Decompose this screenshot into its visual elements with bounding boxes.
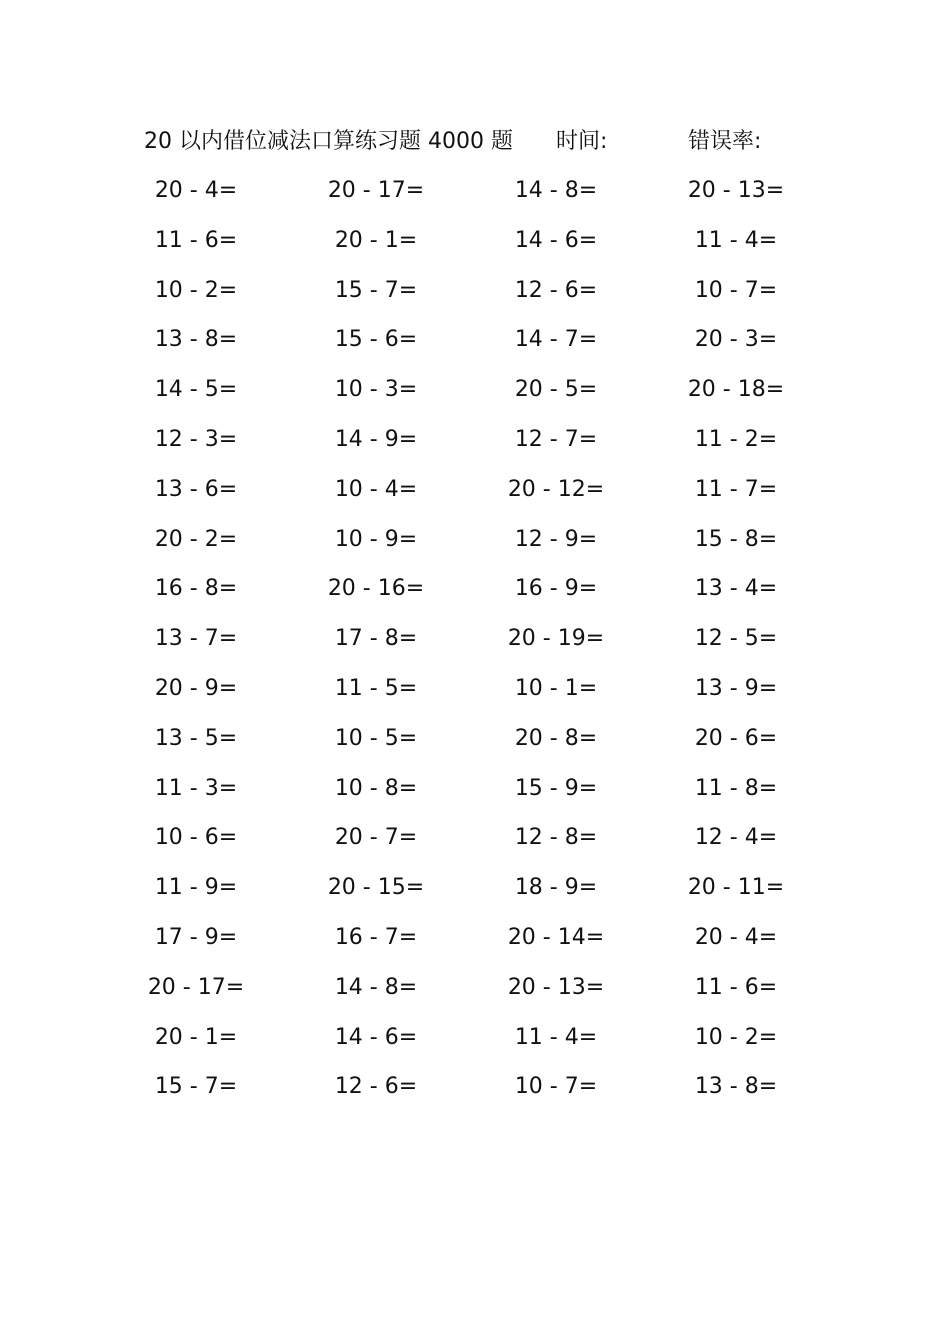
problem-item: 20 - 16= (327, 576, 425, 602)
problem-item: 20 - 9= (154, 675, 238, 701)
problem-item: 13 - 6= (154, 476, 238, 502)
problem-item: 12 - 7= (514, 426, 598, 452)
problem-item: 20 - 4= (694, 924, 778, 950)
problem-item: 16 - 7= (334, 924, 418, 950)
problem-item: 10 - 9= (334, 526, 418, 552)
problem-item: 13 - 5= (154, 725, 238, 751)
problem-item: 10 - 1= (514, 675, 598, 701)
problem-item: 15 - 6= (334, 327, 418, 353)
problem-item: 10 - 6= (154, 825, 238, 851)
problem-item: 20 - 13= (507, 974, 605, 1000)
problem-item: 20 - 13= (687, 178, 785, 203)
problem-item: 20 - 5= (514, 377, 598, 403)
problem-item: 14 - 7= (514, 327, 598, 353)
problem-item: 12 - 4= (694, 825, 778, 851)
problem-item: 10 - 2= (154, 277, 238, 303)
problem-item: 16 - 8= (154, 576, 238, 602)
problem-item: 10 - 3= (334, 377, 418, 403)
problem-item: 10 - 4= (334, 476, 418, 502)
error-rate-label: 错误率: (688, 129, 762, 154)
problem-item: 15 - 7= (154, 1074, 238, 1100)
problem-item: 20 - 11= (687, 875, 785, 901)
problem-item: 13 - 9= (694, 675, 778, 701)
problem-item: 20 - 14= (507, 924, 605, 950)
problem-item: 15 - 8= (694, 526, 778, 552)
problem-item: 20 - 4= (154, 178, 238, 203)
problem-item: 11 - 4= (694, 227, 778, 253)
problem-item: 20 - 15= (327, 875, 425, 901)
problem-item: 12 - 8= (514, 825, 598, 851)
problem-item: 13 - 8= (694, 1074, 778, 1100)
problem-item: 15 - 9= (514, 775, 598, 801)
problem-item: 15 - 7= (334, 277, 418, 303)
problem-item: 17 - 9= (154, 924, 238, 950)
problem-item: 14 - 5= (154, 377, 238, 403)
problem-item: 10 - 2= (694, 1024, 778, 1050)
problem-item: 20 - 1= (154, 1024, 238, 1050)
problem-item: 20 - 6= (694, 725, 778, 751)
problem-item: 20 - 17= (327, 178, 425, 203)
problem-item: 17 - 8= (334, 626, 418, 652)
problem-item: 20 - 19= (507, 626, 605, 652)
problem-item: 14 - 8= (334, 974, 418, 1000)
time-label: 时间: (556, 129, 608, 154)
problem-item: 10 - 5= (334, 725, 418, 751)
worksheet-title: 20 以内借位减法口算练习题 4000 题 (144, 129, 513, 154)
problem-item: 14 - 6= (514, 227, 598, 253)
problem-item: 13 - 8= (154, 327, 238, 353)
problem-item: 11 - 5= (334, 675, 418, 701)
problem-item: 12 - 5= (694, 626, 778, 652)
problem-item: 20 - 3= (694, 327, 778, 353)
problem-item: 11 - 6= (154, 227, 238, 253)
worksheet-header (0, 126, 950, 158)
problem-item: 10 - 7= (694, 277, 778, 303)
problem-item: 10 - 7= (514, 1074, 598, 1100)
problem-item: 12 - 6= (514, 277, 598, 303)
problem-item: 20 - 7= (334, 825, 418, 851)
problem-item: 16 - 9= (514, 576, 598, 602)
problem-item: 14 - 6= (334, 1024, 418, 1050)
problem-item: 20 - 2= (154, 526, 238, 552)
problem-item: 20 - 12= (507, 476, 605, 502)
problem-item: 18 - 9= (514, 875, 598, 901)
problem-item: 20 - 18= (687, 377, 785, 403)
problem-item: 14 - 9= (334, 426, 418, 452)
problem-item: 20 - 1= (334, 227, 418, 253)
problem-grid (106, 176, 826, 1122)
problem-item: 10 - 8= (334, 775, 418, 801)
problem-item: 11 - 4= (514, 1024, 598, 1050)
problem-item: 12 - 6= (334, 1074, 418, 1100)
problem-item: 11 - 9= (154, 875, 238, 901)
problem-item: 13 - 7= (154, 626, 238, 652)
problem-item: 20 - 17= (147, 974, 245, 1000)
problem-item: 12 - 3= (154, 426, 238, 452)
problem-item: 20 - 8= (514, 725, 598, 751)
problem-item: 12 - 9= (514, 526, 598, 552)
problem-item: 14 - 8= (514, 178, 598, 203)
problem-item: 13 - 4= (694, 576, 778, 602)
problem-item: 11 - 8= (694, 775, 778, 801)
problem-item: 11 - 3= (154, 775, 238, 801)
problem-item: 11 - 2= (694, 426, 778, 452)
problem-item: 11 - 6= (694, 974, 778, 1000)
problem-item: 11 - 7= (694, 476, 778, 502)
